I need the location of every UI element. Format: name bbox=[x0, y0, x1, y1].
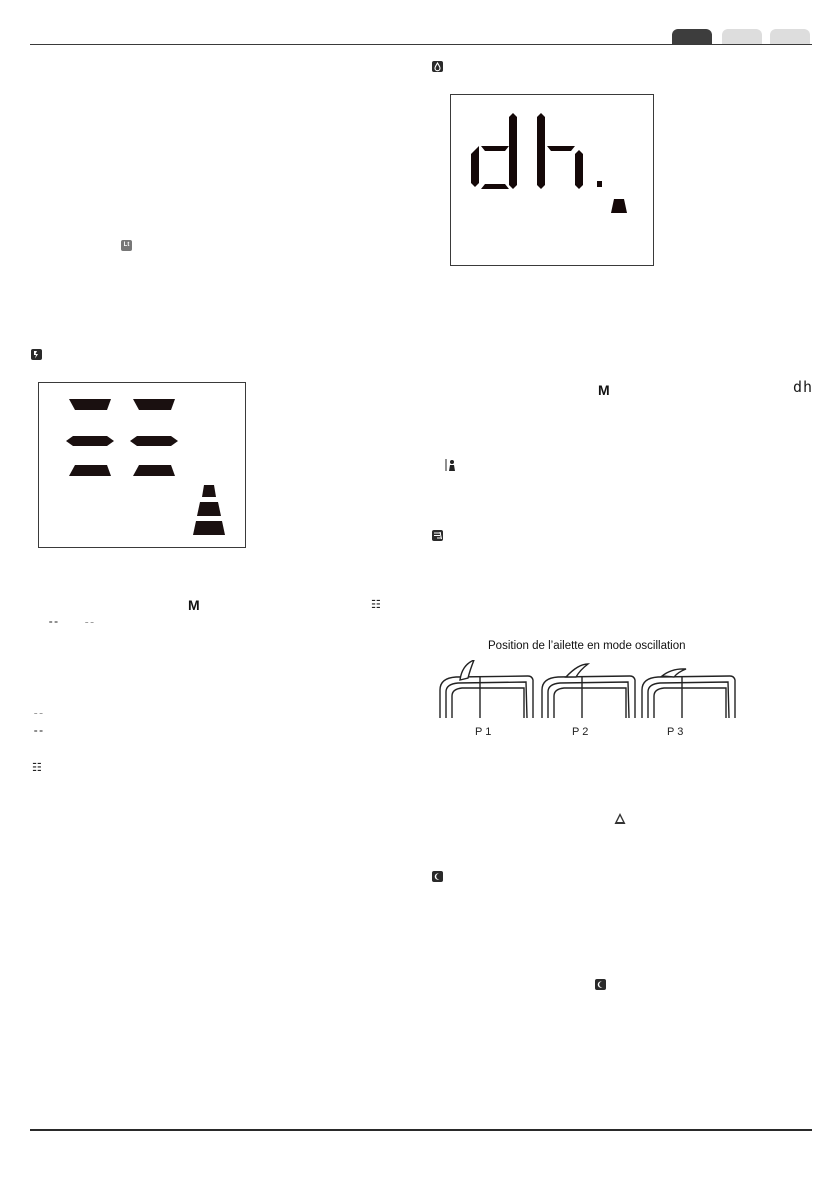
fan-speed-icon bbox=[31, 349, 42, 360]
footer-rule bbox=[30, 1129, 812, 1131]
swing-icon bbox=[432, 530, 443, 541]
triangle-icon bbox=[613, 812, 627, 826]
louver-p3-illustration bbox=[642, 669, 735, 718]
header-tab-3 bbox=[770, 29, 810, 44]
fan-low-glyph-inline: ⁻⁻ bbox=[84, 620, 95, 630]
header-tab-1 bbox=[672, 29, 712, 44]
fan-low-glyph: ⁻⁻ bbox=[33, 711, 44, 721]
dehumidify-display bbox=[450, 94, 654, 266]
mode-button-symbol-left: M bbox=[188, 597, 200, 613]
position-label-p1: P 1 bbox=[475, 726, 492, 738]
water-drop-icon bbox=[432, 61, 443, 72]
louver-p2-illustration bbox=[542, 664, 635, 718]
person-icon bbox=[445, 458, 459, 472]
moon-icon-inline bbox=[595, 979, 606, 990]
louver-p1-illustration bbox=[440, 660, 533, 718]
oscillation-caption: Position de l’ailette en mode oscillation bbox=[488, 640, 686, 652]
position-label-p2: P 2 bbox=[572, 726, 589, 738]
fan-high-glyph: ☷ bbox=[32, 761, 42, 774]
fan-high-glyph-top: ☷ bbox=[371, 598, 381, 611]
fan-speed-segments bbox=[39, 383, 245, 547]
header-rule bbox=[30, 44, 812, 45]
mode-button-symbol-right: M bbox=[598, 382, 610, 398]
fan-speed-display bbox=[38, 382, 246, 548]
moon-icon bbox=[432, 871, 443, 882]
lt-badge: Lt bbox=[121, 240, 132, 251]
fan-mid-glyph-inline: ⁼⁼ bbox=[48, 620, 59, 630]
dh-label: dh bbox=[793, 378, 814, 396]
header-tab-2 bbox=[722, 29, 762, 44]
dh-segments bbox=[451, 95, 653, 265]
position-label-p3: P 3 bbox=[667, 726, 684, 738]
fan-mid-glyph: ⁼⁼ bbox=[33, 729, 44, 739]
